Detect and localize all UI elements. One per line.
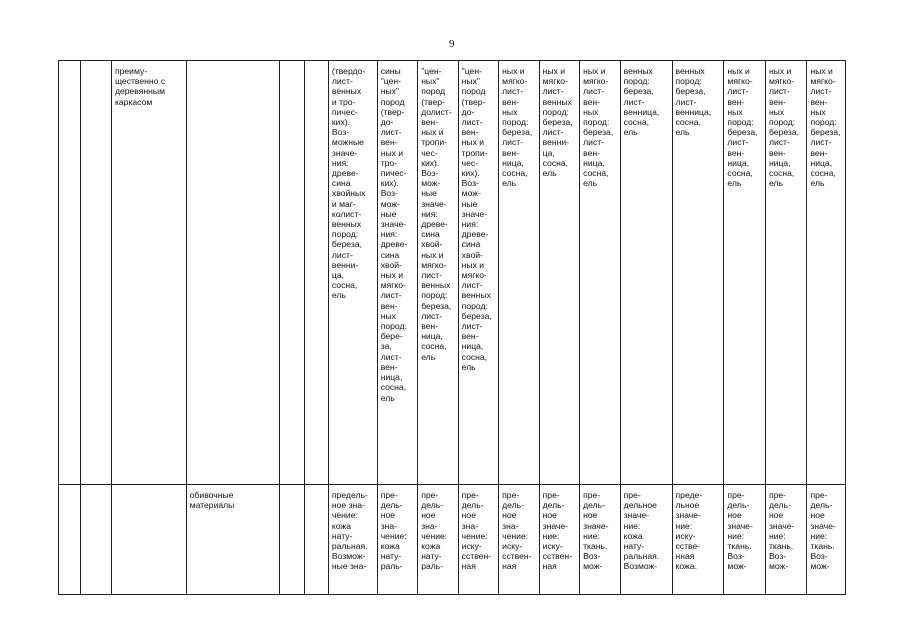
- table-cell-value: "цен- ных" пород (твер- долист- вен- ных и тропи- чес- ких). Воз- мож- ные значе- ния: древе- сина хвой- ных и мягко- лист- венных пород: береза, лист- вен- ница, сосна, ель: [418, 61, 458, 485]
- table-cell-value: пре- дель- ное зна- чение: иску- сствен- ная: [458, 485, 498, 595]
- table-cell-value: "цен- ных" пород (твер- до- лист- вен- ных и тропи- чес- ких). Воз- мож- ные значе- ния: древе- сина хвой- ных и мягко- лист- венных пород: береза, лист- вен- ница, сосна, ель: [458, 61, 498, 485]
- table-cell-value: венных пород: береза, лист- венница, сосна, ель: [620, 61, 672, 485]
- table-cell-empty: [80, 485, 111, 595]
- table-cell-empty: [305, 485, 329, 595]
- table-row: [59, 485, 846, 595]
- table-cell-value: ных и мягко- лист- венных пород: береза, лист- венни- ца, сосна, ель: [539, 61, 579, 485]
- table-cell-value: ных и мягко- лист- вен- ных пород: береза, лист- вен- ница, сосна, ель: [807, 61, 846, 485]
- table-cell-value: пре- дель- ное значе- ние: ткань. Воз- мож-: [580, 485, 620, 595]
- table-cell-value: пре- дель- ное значе- ние: ткань. Воз- мож-: [724, 485, 766, 595]
- table-cell-empty: [186, 61, 279, 485]
- table-cell-value: преде- льное значе- ние: иску- сстве- нная кожа.: [672, 485, 724, 595]
- table-cell-value: ных и мягко- лист- вен- ных пород: береза, лист- вен- ница, сосна, ель: [765, 61, 807, 485]
- table-cell-value: пре- дель- ное зна- чение: иску- сствен- ная: [499, 485, 539, 595]
- table-cell-empty: [280, 61, 305, 485]
- table-cell-value: пре- дель- ное зна- чение: кожа нату- раль-: [377, 485, 417, 595]
- table-cell-empty: [280, 485, 305, 595]
- specification-table: [58, 60, 846, 595]
- table-cell-value: пре- дель- ное значе- ние: ткань. Воз- мож-: [807, 485, 846, 595]
- table-cell-value: ных и мягко- лист- вен- ных пород: береза, лист- вен- ница, сосна, ель: [724, 61, 766, 485]
- table-cell-value: ных и мягко- лист- вен- ных пород: береза, лист- вен- ница, сосна, ель: [499, 61, 539, 485]
- table-cell-value: сины "цен- ных" пород (твер- до- лист- вен- ных и тро- пичес- ких). Воз- мож- ные значе- ния: древе- сина хвой- ных и мягко- лист- вен- ных пород: бере- за, лист- вен- ница, сосна, ель: [377, 61, 417, 485]
- table-cell-value: (твердо- лист- венных и тро- пичес- ких). Воз- можные значе- ния: древе- сина хвойных и маг- колист- венных пород: береза, лист- венни- ца, сосна, ель: [328, 61, 377, 485]
- table-cell-empty: [80, 61, 111, 485]
- table-cell-empty: [305, 61, 329, 485]
- table-cell-value: венных пород: береза, лист- венница, сосна, ель: [672, 61, 724, 485]
- table-cell-value: пре- дель- ное значе- ние: ткань. Воз- мож-: [765, 485, 807, 595]
- table-cell-value: пре- дельное значе- ние: кожа нату- ральная. Возмож-: [620, 485, 672, 595]
- table-cell-value: предель- ное зна- чение: кожа нату- ральная. Возмож- ные зна-: [328, 485, 377, 595]
- table-cell-empty: [59, 485, 81, 595]
- table-cell-value: пре- дель- ное зна- чение: кожа нату- раль-: [418, 485, 458, 595]
- table-cell-empty: [59, 61, 81, 485]
- table-cell-item-description: преиму- щественно с деревянным каркасом: [111, 61, 186, 485]
- table-cell-value: ных и мягко- лист- вен- ных пород: береза, лист- вен- ница, сосна, ель: [580, 61, 620, 485]
- table-cell-value: пре- дель- ное значе- ние: иску- сствен- ная: [539, 485, 579, 595]
- table-cell-empty: [111, 485, 186, 595]
- page-number: 9: [449, 38, 455, 50]
- table-cell-parameter: обивочные материалы: [186, 485, 279, 595]
- table-row: [59, 61, 846, 485]
